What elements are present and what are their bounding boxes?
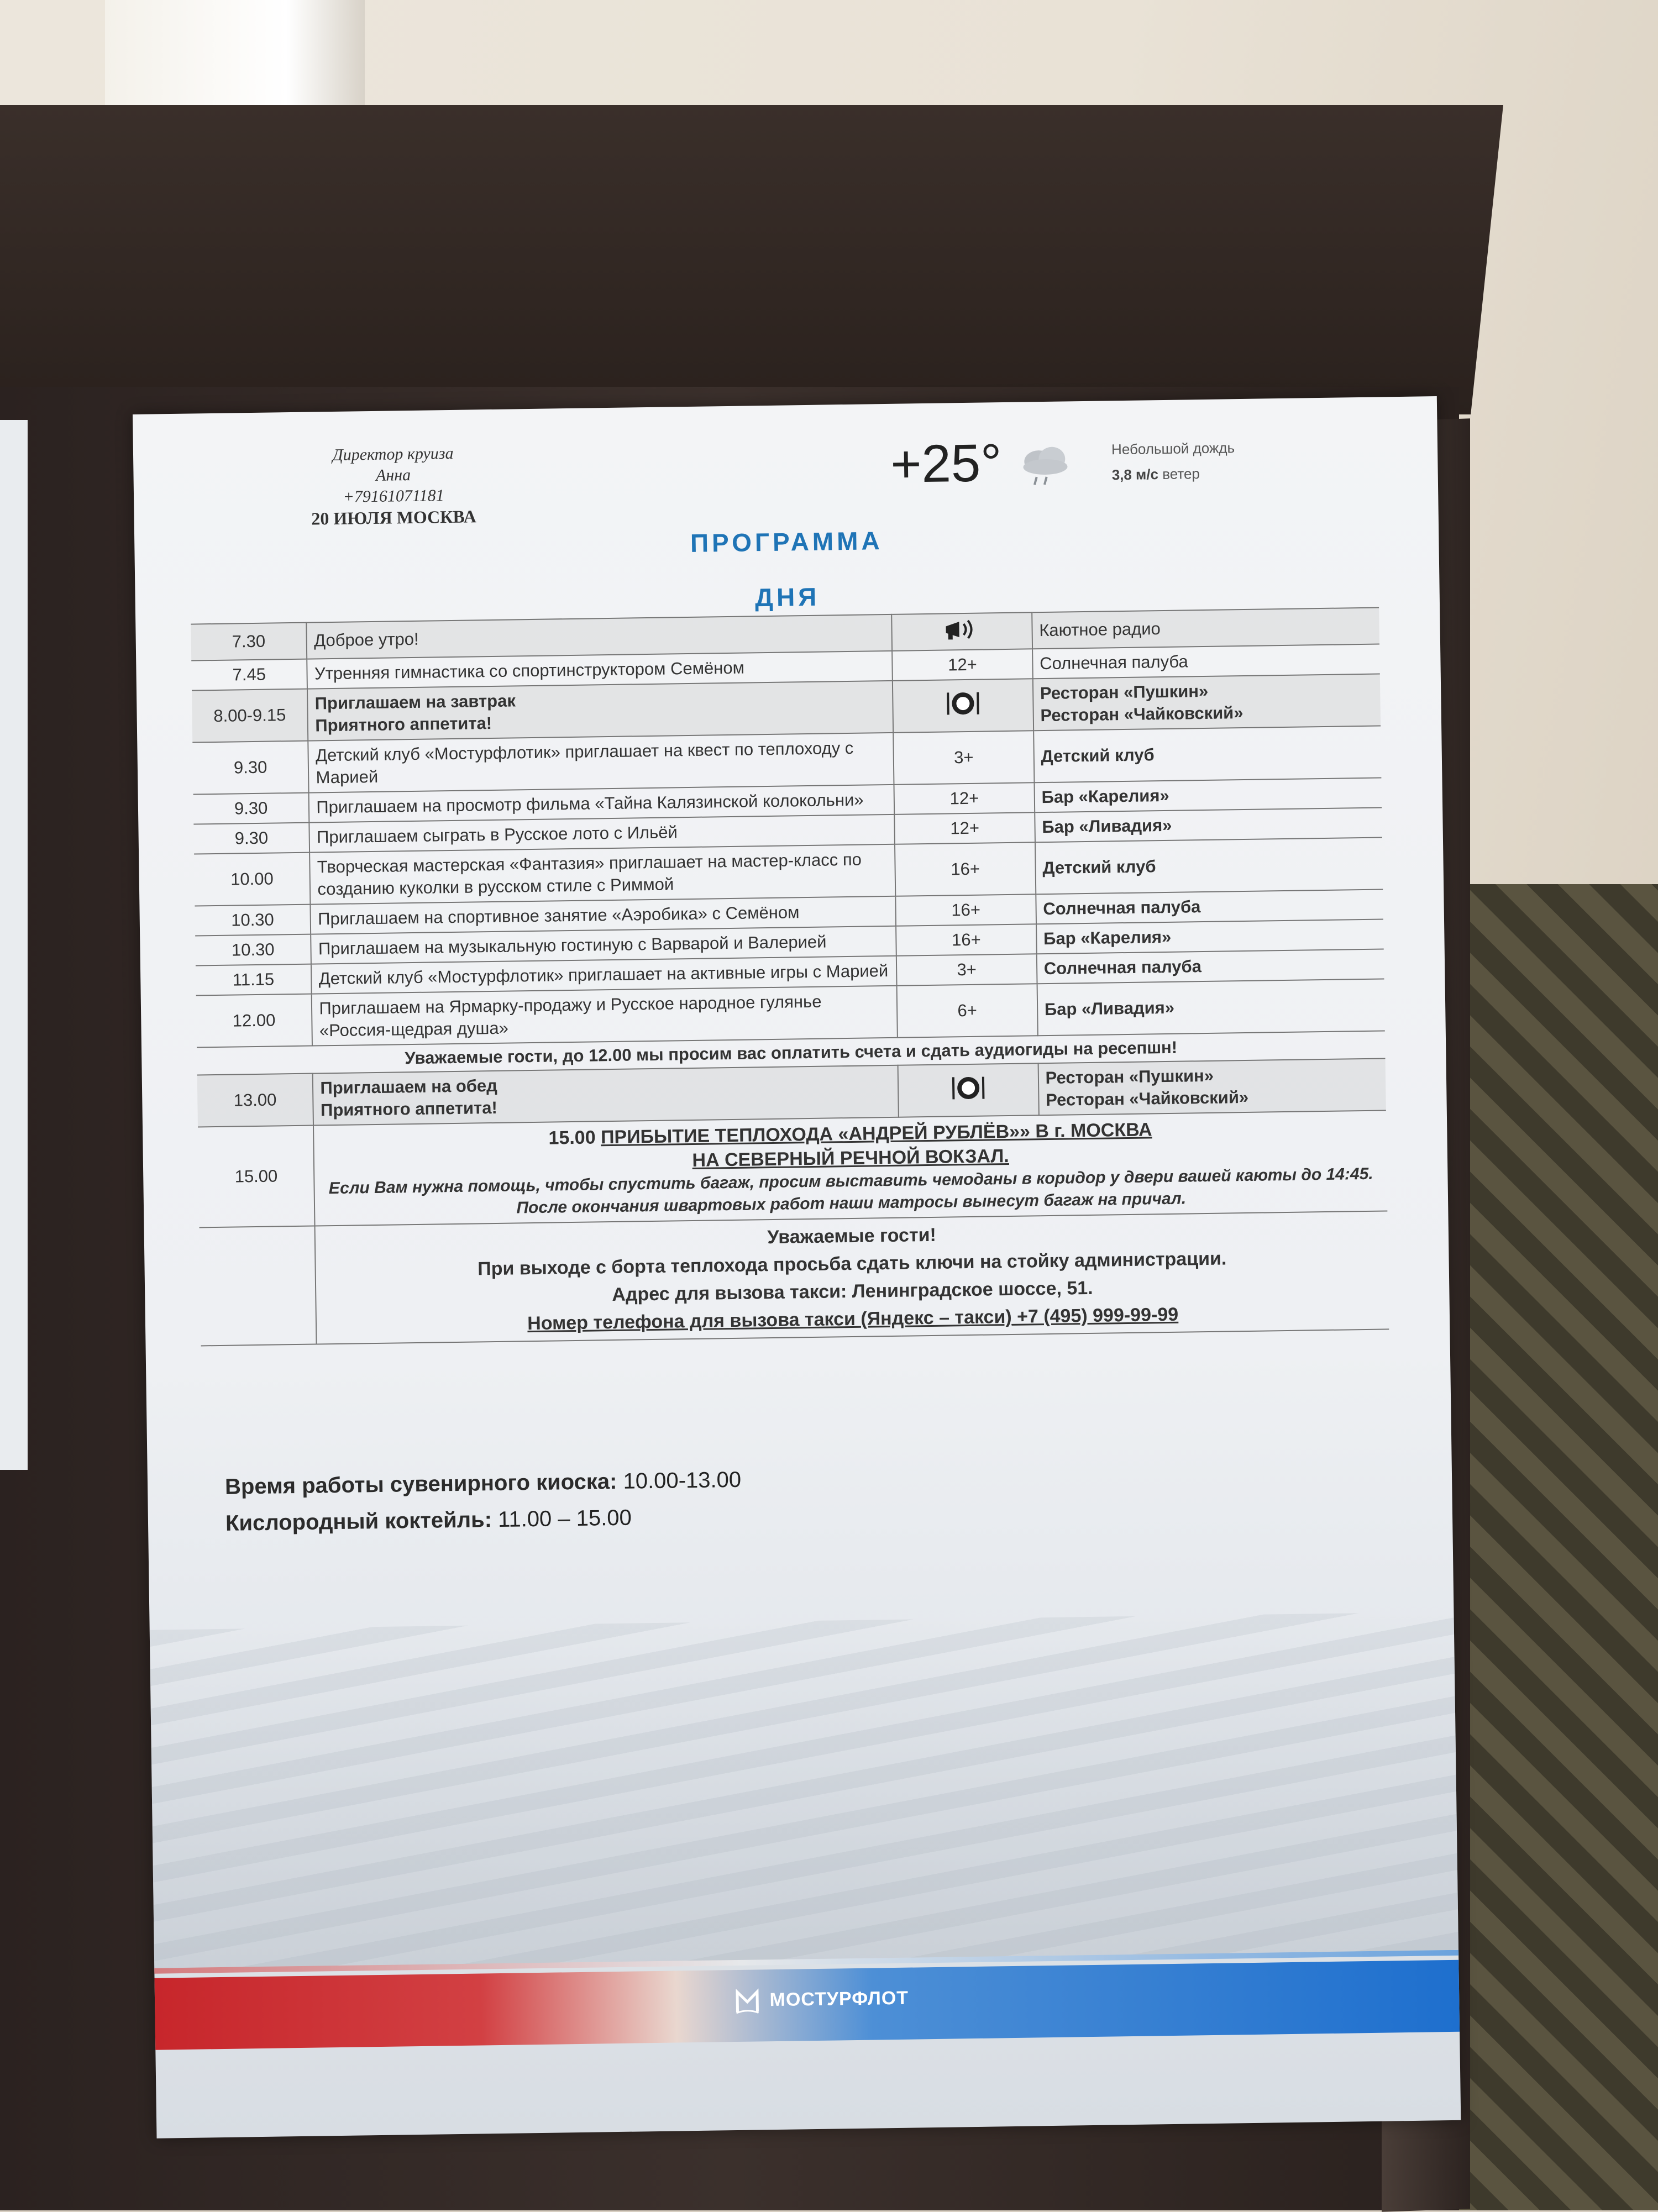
weather-wind	[1111, 460, 1235, 487]
director-phone: +79161071181	[343, 486, 444, 506]
plate-cutlery-icon	[949, 1074, 988, 1102]
row-place: Солнечная палуба	[1032, 644, 1380, 679]
row-age: 12+	[894, 782, 1035, 815]
farewell-greeting: Уважаемые гости!	[767, 1224, 937, 1248]
wind-label: ветер	[1162, 465, 1200, 482]
director-title: Директор круиза	[332, 444, 454, 464]
row-place: Солнечная палуба	[1037, 949, 1384, 984]
row-place: Бар «Карелия»	[1034, 778, 1382, 813]
row-event: Приглашаем на обед Приятного аппетита!	[313, 1065, 899, 1126]
row-event: Утренняя гимнастика со спортинструктором Семёном	[307, 651, 893, 689]
row-place: Ресторан «Пушкин» Ресторан «Чайковский»	[1033, 674, 1381, 731]
water-background-graphic	[150, 1612, 1458, 1973]
taxi-phone: Номер телефона для вызова такси (Яндекс – такси) +7 (495) 999-99-99	[527, 1304, 1179, 1334]
row-time: 7.45	[191, 659, 307, 691]
arrival-headline-1: ПРИБЫТИЕ ТЕПЛОХОДА «АНДРЕЙ РУБЛЁВ»» В г. МОСКВА	[600, 1119, 1152, 1148]
row-age: 6+	[897, 984, 1038, 1038]
row-event: Приглашаем на просмотр фильма «Тайна Калязинской колокольни»	[309, 785, 895, 823]
brand-logo	[735, 1985, 909, 2015]
row-place: Каютное радио	[1032, 608, 1379, 649]
row-event: Приглашаем на Ярмарку-продажу и Русское народное гулянье «Россия-щедрая душа»	[312, 986, 898, 1046]
megaphone-icon	[942, 617, 982, 642]
cocktail-hours: 11.00 – 15.00	[497, 1505, 632, 1532]
row-time: 10.30	[195, 905, 311, 936]
door-frame	[105, 0, 365, 111]
row-time: 9.30	[193, 793, 309, 824]
kiosk-hours: 10.00-13.00	[623, 1467, 742, 1494]
farewell-info	[315, 1211, 1389, 1344]
row-event: Доброе утро!	[307, 614, 893, 659]
row-place: Детский клуб	[1033, 726, 1382, 783]
program-title: ПРОГРАММА	[690, 526, 884, 558]
weather-description	[1111, 435, 1235, 487]
mosturflot-logo-icon	[735, 1987, 760, 2015]
checkout-notice: Уважаемые гости, до 12.00 мы просим вас оплатить счета и сдать аудиогиды на ресепшн!	[197, 1031, 1385, 1075]
weather-temperature: +25°	[890, 433, 1003, 494]
adjacent-paper-sheet	[0, 420, 28, 1470]
farewell-row	[200, 1211, 1389, 1346]
taxi-address: Адрес для вызова такси: Ленинградское шоссе, 51.	[612, 1277, 1093, 1306]
row-age: 16+	[896, 924, 1036, 956]
brand-name: МОСТУРФЛОТ	[769, 1987, 909, 2011]
row-time: 15.00	[198, 1126, 315, 1228]
row-time: 7.30	[191, 623, 307, 661]
date-city: 20 ИЮЛЯ МОСКВА	[311, 506, 477, 529]
schedule-body	[191, 608, 1389, 1346]
program-subtitle: ДНЯ	[754, 582, 820, 612]
row-place: Бар «Ливадия»	[1035, 808, 1382, 843]
row-age: 12+	[895, 812, 1035, 844]
row-time: 11.15	[196, 964, 312, 996]
cocktail-hours-line	[225, 1498, 742, 1542]
arrival-info	[313, 1110, 1387, 1226]
arrival-row	[198, 1110, 1387, 1227]
row-event: Детский клуб «Мостурфлотик» приглашает на активные игры с Марией	[311, 956, 897, 994]
rain-cloud-icon	[1012, 440, 1079, 491]
wind-value: 3,8 м/с	[1111, 466, 1159, 484]
row-event: Детский клуб «Мостурфлотик» приглашает на квест по теплоходу с Марией	[308, 733, 894, 793]
row-event: Приглашаем на спортивное занятие «Аэробика» с Семёном	[311, 896, 896, 934]
row-place: Ресторан «Пушкин» Ресторан «Чайковский»	[1038, 1058, 1386, 1115]
row-place: Бар «Карелия»	[1036, 919, 1384, 954]
weather-condition: Небольшой дождь	[1111, 439, 1235, 458]
keys-instruction: При выходе с борта теплохода просьба сдать ключи на стойку администрации.	[477, 1248, 1227, 1280]
kiosk-label: Время работы сувенирного киоска:	[224, 1469, 617, 1499]
row-event: Приглашаем на музыкальную гостиную с Варварой и Валерией	[311, 926, 897, 964]
row-time: 10.30	[195, 934, 311, 966]
row-age: 16+	[896, 894, 1036, 926]
row-time: 10.00	[194, 853, 311, 906]
plate-cutlery-icon	[943, 690, 983, 718]
row-age: 12+	[892, 649, 1032, 681]
row-age	[891, 612, 1032, 651]
row-time: 9.30	[192, 741, 309, 795]
row-event: Творческая мастерская «Фантазия» приглашает на мастер-класс по созданию куколки в русском стиле с Риммой	[310, 844, 896, 905]
kiosk-hours-line	[225, 1462, 742, 1505]
row-time: 8.00-9.15	[192, 689, 308, 743]
row-place: Детский клуб	[1035, 838, 1383, 895]
arrival-prefix: 15.00	[548, 1127, 596, 1149]
row-age	[893, 679, 1033, 733]
schedule-table	[191, 607, 1389, 1347]
director-name: Анна	[375, 465, 411, 485]
cabinet-shelf	[0, 105, 1503, 414]
row-age: 16+	[895, 842, 1036, 896]
row-time: 9.30	[193, 823, 309, 854]
extras-info	[225, 1462, 742, 1542]
cocktail-label: Кислородный коктейль:	[225, 1507, 492, 1536]
row-time: 13.00	[197, 1074, 314, 1127]
row-age: 3+	[893, 731, 1034, 785]
cruise-director-block	[249, 442, 538, 530]
row-age: 3+	[896, 954, 1037, 986]
row-place: Бар «Ливадия»	[1037, 979, 1385, 1036]
luggage-note: Если Вам нужна помощь, чтобы спустить багаж, просим выставить чемоданы в коридор у двери вашей каюты до 14:45. После окончания швартовых работ наши матросы вынесут багаж на причал.	[328, 1164, 1373, 1217]
row-time-empty	[200, 1226, 317, 1346]
row-time: 12.00	[196, 994, 313, 1048]
row-age	[898, 1063, 1039, 1117]
daily-program-sheet	[133, 396, 1461, 2139]
arrival-headline-2: НА СЕВЕРНЫЙ РЕЧНОЙ ВОКЗАЛ.	[692, 1145, 1010, 1171]
row-event: Приглашаем на завтрак Приятного аппетита!	[307, 681, 893, 741]
row-place: Солнечная палуба	[1036, 889, 1383, 924]
row-event: Приглашаем сыграть в Русское лото с Ильёй	[309, 815, 895, 853]
